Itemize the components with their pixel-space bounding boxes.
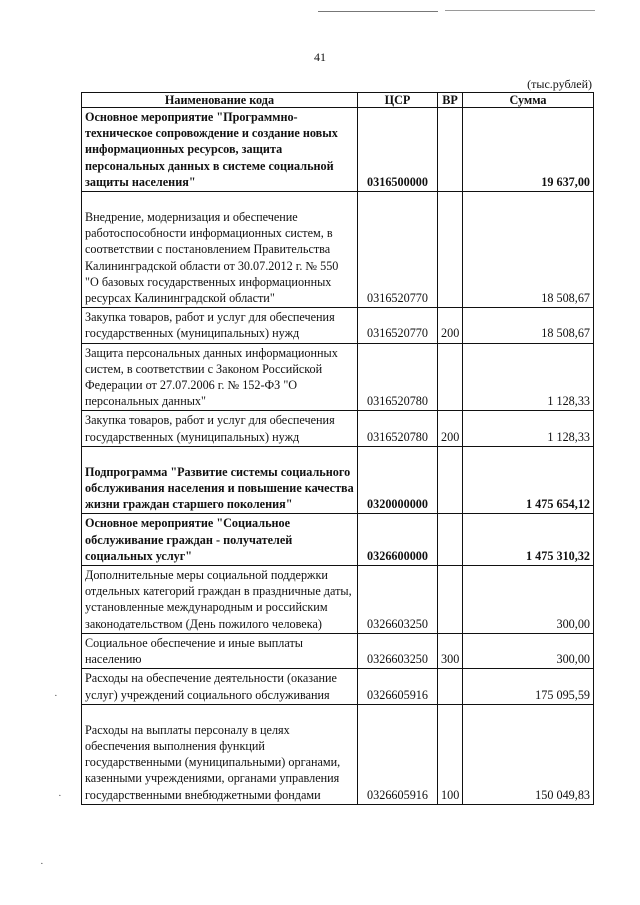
row-name-cell (82, 704, 358, 804)
page-number: 41 (314, 50, 326, 64)
scan-speck: · (40, 858, 44, 870)
row-sum: 300,00 (463, 633, 594, 668)
row-name-cell (82, 308, 358, 343)
scan-speck: · (58, 790, 62, 802)
row-name: Подпрограмма "Развитие системы социального обслуживания населения и повышение качества жизни граждан старшего поколения" (85, 464, 354, 512)
table-row (82, 566, 594, 634)
row-csr: 0316520770 (358, 192, 438, 308)
row-vr (438, 108, 463, 192)
row-vr: 100 (438, 704, 463, 804)
row-sum: 1 475 654,12 (463, 446, 594, 514)
row-name-cell (82, 446, 358, 514)
row-name-cell (82, 108, 358, 192)
row-csr: 0316520770 (358, 308, 438, 343)
row-csr: 0326603250 (358, 566, 438, 634)
row-sum: 18 508,67 (463, 308, 594, 343)
row-csr: 0326605916 (358, 704, 438, 804)
row-csr: 0326600000 (358, 514, 438, 566)
row-sum: 1 128,33 (463, 411, 594, 446)
row-spacer (85, 193, 354, 209)
row-name: Расходы на выплаты персоналу в целях обеспечения выполнения функций государственными (муниципальными) органами, казенными учреждениями, органами управления государственными внебюджетными фондами (85, 722, 341, 802)
row-sum: 300,00 (463, 566, 594, 634)
row-name: Закупка товаров, работ и услуг для обеспечения государственных (муниципальных) нужд (85, 413, 335, 444)
header-sum: Сумма (463, 93, 594, 108)
row-csr: 0316520780 (358, 411, 438, 446)
table-row (82, 108, 594, 192)
row-csr: 0326605916 (358, 669, 438, 704)
row-sum: 150 049,83 (463, 704, 594, 804)
row-name: Основное мероприятие "Социальное обслуживание граждан - получателей социальных услуг" (85, 516, 293, 563)
row-name: Защита персональных данных информационных систем, в соответствии с Законом Российской Федерации от 27.07.2006 г. № 152-ФЗ "О персональных данных" (85, 345, 338, 409)
row-vr: 300 (438, 633, 463, 668)
row-vr (438, 514, 463, 566)
row-spacer (85, 706, 354, 722)
header-csr: ЦСР (358, 93, 438, 108)
table-row (82, 308, 594, 343)
row-sum: 175 095,59 (463, 669, 594, 704)
row-name-cell (82, 514, 358, 566)
row-name: Закупка товаров, работ и услуг для обеспечения государственных (муниципальных) нужд (85, 310, 335, 341)
row-name-cell (82, 411, 358, 446)
scan-edge-line (318, 11, 438, 12)
scan-edge-line (445, 10, 595, 11)
row-csr: 0316520780 (358, 343, 438, 411)
row-spacer (85, 448, 354, 464)
header-name: Наименование кода (82, 93, 358, 108)
row-csr: 0326603250 (358, 633, 438, 668)
table-row (82, 633, 594, 668)
table-row (82, 669, 594, 704)
row-vr (438, 566, 463, 634)
row-name: Основное мероприятие "Программно-техническое сопровождение и создание новых информационных ресурсов, защита персональных данных в системе социальной защиты населения" (85, 110, 338, 189)
table-row (82, 704, 594, 804)
table-row (82, 446, 594, 514)
row-name-cell (82, 566, 358, 634)
row-vr (438, 446, 463, 514)
row-name: Расходы на обеспечение деятельности (оказание услуг) учреждений социального обслуживания (85, 671, 337, 702)
row-sum: 18 508,67 (463, 192, 594, 308)
row-vr (438, 192, 463, 308)
table-row (82, 411, 594, 446)
row-vr: 200 (438, 411, 463, 446)
row-vr: 200 (438, 308, 463, 343)
row-name-cell (82, 669, 358, 704)
table-row (82, 192, 594, 308)
row-name-cell (82, 633, 358, 668)
budget-table (81, 92, 594, 805)
row-name-cell (82, 192, 358, 308)
row-name-cell (82, 343, 358, 411)
row-sum: 19 637,00 (463, 108, 594, 192)
scan-speck: · (54, 690, 58, 702)
row-name: Социальное обеспечение и иные выплаты населению (85, 635, 303, 667)
row-name: Внедрение, модернизация и обеспечение работоспособности информационных систем, в соответствии с постановлением Правительства Калининградской области от 30.07.2012 г. № 550 "О базовых государственных информационных ресурсах Калининградской области" (85, 210, 339, 306)
header-vr: ВР (438, 93, 463, 108)
row-sum: 1 128,33 (463, 343, 594, 411)
row-csr: 0316500000 (358, 108, 438, 192)
table-row (82, 514, 594, 566)
row-vr (438, 343, 463, 411)
table-row (82, 343, 594, 411)
row-name: Дополнительные меры социальной поддержки отдельных категорий граждан в праздничные даты, установленные международным и российским законодательством (День пожилого человека) (85, 568, 352, 631)
row-csr: 0320000000 (358, 446, 438, 514)
row-sum: 1 475 310,32 (463, 514, 594, 566)
table-header-row (82, 93, 594, 108)
table-body (82, 108, 594, 805)
row-vr (438, 669, 463, 704)
units-label: (тыс.рублей) (527, 77, 592, 91)
